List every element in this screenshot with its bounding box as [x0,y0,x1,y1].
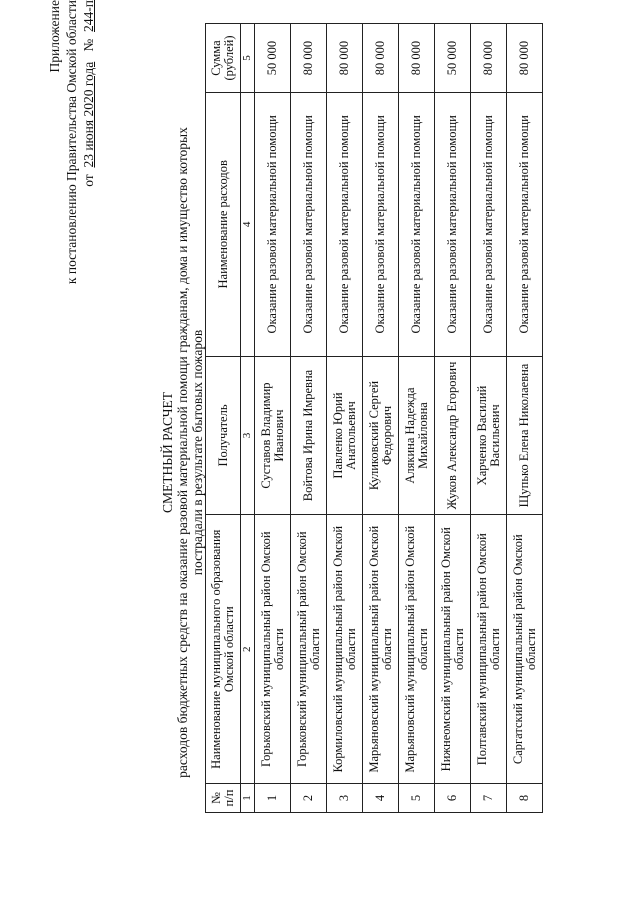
appendix-number-label: № [81,38,96,52]
document-heading: СМЕТНЫЙ РАСЧЕТ [160,392,175,513]
row-amount: 80 000 [363,24,399,93]
appendix-block [46,0,97,285]
row-recipient: Харченко Василий Васильевич [471,356,507,515]
table-row [291,24,327,813]
row-purpose: Оказание разовой материальной помощи [327,93,363,357]
header-amount: Сумма (рублей) [206,24,241,93]
table-header-row [206,24,241,813]
column-number: 3 [241,356,255,515]
row-recipient: Павленко Юрий Анатольевич [327,356,363,515]
row-district: Нижнеомский муниципальный район Омской области [435,515,471,784]
row-district: Саргатский муниципальный район Омской области [507,515,543,784]
row-purpose: Оказание разовой материальной помощи [471,93,507,357]
row-recipient: Суставов Владимир Иванович [255,356,291,515]
row-district: Полтавский муниципальный район Омской области [471,515,507,784]
table-row [399,24,435,813]
row-purpose: Оказание разовой материальной помощи [435,93,471,357]
column-number: 1 [241,784,255,813]
appendix-date: 23 июня 2020 года [81,61,96,168]
document-subheading-1: расходов бюджетных средств на оказание разовой материальной помощи гражданам, дома и имущество которых [175,127,190,778]
row-number: 2 [291,784,327,813]
row-number: 8 [507,784,543,813]
table-row [435,24,471,813]
row-district: Горьковский муниципальный район Омской области [255,515,291,784]
appendix-from-label: от [81,174,96,187]
row-amount: 80 000 [291,24,327,93]
table-row [255,24,291,813]
row-number: 5 [399,784,435,813]
header-number: № п/п [206,784,241,813]
column-number: 4 [241,93,255,357]
row-amount: 80 000 [471,24,507,93]
row-district: Марьяновский муниципальный район Омской области [399,515,435,784]
row-number: 4 [363,784,399,813]
row-district: Кормиловский муниципальный район Омской области [327,515,363,784]
document-subheading-2: пострадали в результате бытовых пожаров [190,329,205,576]
row-amount: 50 000 [255,24,291,93]
header-district: Наименование муниципального образования Омской области [206,515,241,784]
column-number: 5 [241,24,255,93]
row-district: Горьковский муниципальный район Омской области [291,515,327,784]
row-amount: 80 000 [507,24,543,93]
row-recipient: Жуков Александр Егорович [435,356,471,515]
row-recipient: Щупько Елена Николаевна [507,356,543,515]
row-recipient: Алякина Надежда Михайловна [399,356,435,515]
row-purpose: Оказание разовой материальной помощи [399,93,435,357]
header-recipient: Получатель [206,356,241,515]
appendix-date-line [80,0,97,285]
table-row [363,24,399,813]
table-row [507,24,543,813]
row-purpose: Оказание разовой материальной помощи [255,93,291,357]
row-district: Марьяновский муниципальный район Омской области [363,515,399,784]
row-number: 1 [255,784,291,813]
row-amount: 80 000 [399,24,435,93]
row-number: 6 [435,784,471,813]
appendix-title: Приложение [47,0,62,73]
row-amount: 80 000 [327,24,363,93]
row-recipient: Куликовский Сергей Федорович [363,356,399,515]
row-amount: 50 000 [435,24,471,93]
header-purpose: Наименование расходов [206,93,241,357]
row-number: 7 [471,784,507,813]
row-number: 3 [327,784,363,813]
row-recipient: Войтова Ирина Имревна [291,356,327,515]
appendix-decree-line: к постановлению Правительства Омской области [64,0,79,285]
row-purpose: Оказание разовой материальной помощи [291,93,327,357]
document-title [160,40,205,865]
column-number: 2 [241,515,255,784]
row-purpose: Оказание разовой материальной помощи [363,93,399,357]
row-purpose: Оказание разовой материальной помощи [507,93,543,357]
estimate-table [205,23,543,813]
appendix-number: 244-п [81,0,96,32]
table-row [471,24,507,813]
table-row [327,24,363,813]
column-number-row [241,24,255,813]
